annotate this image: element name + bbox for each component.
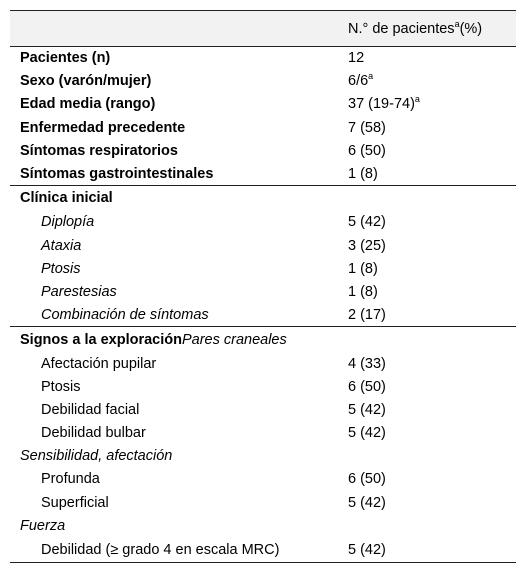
header-patients-count <box>346 11 516 47</box>
row-label: Combinación de síntomas <box>41 306 209 323</box>
table-row <box>10 304 516 327</box>
row-value <box>346 514 516 537</box>
table-row <box>10 422 516 445</box>
row-label: Ptosis <box>41 378 81 395</box>
row-label: Ptosis <box>41 260 81 277</box>
row-value: 7 (58) <box>348 119 386 136</box>
patient-data-table <box>10 10 516 563</box>
subsection-header-row <box>10 445 516 468</box>
table-row <box>10 47 516 70</box>
row-value: 5 (42) <box>348 425 386 442</box>
row-footnote-marker: a <box>368 71 374 82</box>
row-value: 4 (33) <box>348 355 386 372</box>
section-header-row <box>10 327 516 352</box>
subsection-title: Sensibilidad, afectación <box>20 448 173 465</box>
row-value-cell <box>346 70 516 93</box>
row-value <box>346 445 516 468</box>
section-header-row <box>10 186 516 211</box>
row-label: Síntomas respiratorios <box>20 142 178 159</box>
subsection-title: Fuerza <box>20 517 66 534</box>
row-label: Debilidad facial <box>41 401 140 418</box>
row-value: 1 (8) <box>348 283 378 300</box>
table-row <box>10 491 516 514</box>
table-row <box>10 468 516 491</box>
row-label: Debilidad bulbar <box>41 425 146 442</box>
row-label: Pacientes (n) <box>20 50 111 67</box>
row-value <box>346 327 516 352</box>
section-title: Signos a la exploración <box>20 331 182 348</box>
row-label: Profunda <box>41 471 100 488</box>
row-label: Edad media (rango) <box>20 96 156 113</box>
table-row <box>10 375 516 398</box>
patient-data-table-container <box>10 10 516 563</box>
row-value: 2 (17) <box>348 306 386 323</box>
row-footnote-marker: a <box>414 94 420 105</box>
row-value: 1 (8) <box>348 260 378 277</box>
subsection-header-row <box>10 514 516 537</box>
row-label: Sexo (varón/mujer) <box>20 73 152 90</box>
header-footnote-marker: a <box>454 18 460 29</box>
header-percent-suffix: (%) <box>459 20 483 37</box>
row-value: 5 (42) <box>348 214 386 231</box>
section-title: Clínica inicial <box>10 186 346 211</box>
header-empty-cell <box>10 11 346 47</box>
row-value: 37 (19-74) <box>348 96 415 113</box>
table-row <box>10 93 516 116</box>
row-value: 6 (50) <box>348 471 386 488</box>
row-label: Superficial <box>41 494 109 511</box>
row-value-cell <box>346 93 516 116</box>
row-value: 6 (50) <box>348 142 386 159</box>
table-row <box>10 234 516 257</box>
row-value <box>346 186 516 211</box>
table-row <box>10 537 516 562</box>
row-label: Síntomas gastrointestinales <box>20 165 214 182</box>
row-value: 6/6 <box>348 73 369 90</box>
row-label: Debilidad (≥ grado 4 en escala MRC) <box>10 537 346 562</box>
row-value: 6 (50) <box>348 378 386 395</box>
table-row <box>10 162 516 185</box>
row-label: Diplopía <box>41 214 95 231</box>
table-row <box>10 211 516 234</box>
header-patients-text: N.° de pacientes <box>348 20 455 37</box>
section-title-cell <box>10 327 346 352</box>
row-value: 1 (8) <box>348 165 378 182</box>
row-value: 3 (25) <box>348 237 386 254</box>
table-header-row <box>10 11 516 47</box>
row-value: 5 (42) <box>348 401 386 418</box>
table-row <box>10 352 516 375</box>
table-row <box>10 139 516 162</box>
row-value: 5 (42) <box>348 494 386 511</box>
row-value: 12 <box>348 50 365 67</box>
table-row <box>10 398 516 421</box>
row-value: 5 (42) <box>346 537 516 562</box>
table-row <box>10 116 516 139</box>
row-label: Enfermedad precedente <box>20 119 186 136</box>
table-row <box>10 70 516 93</box>
row-label: Ataxia <box>41 237 82 254</box>
section-subtitle: Pares craneales <box>181 331 287 348</box>
table-row <box>10 257 516 280</box>
row-label: Afectación pupilar <box>41 355 157 372</box>
row-label: Parestesias <box>41 283 117 300</box>
table-row <box>10 280 516 303</box>
